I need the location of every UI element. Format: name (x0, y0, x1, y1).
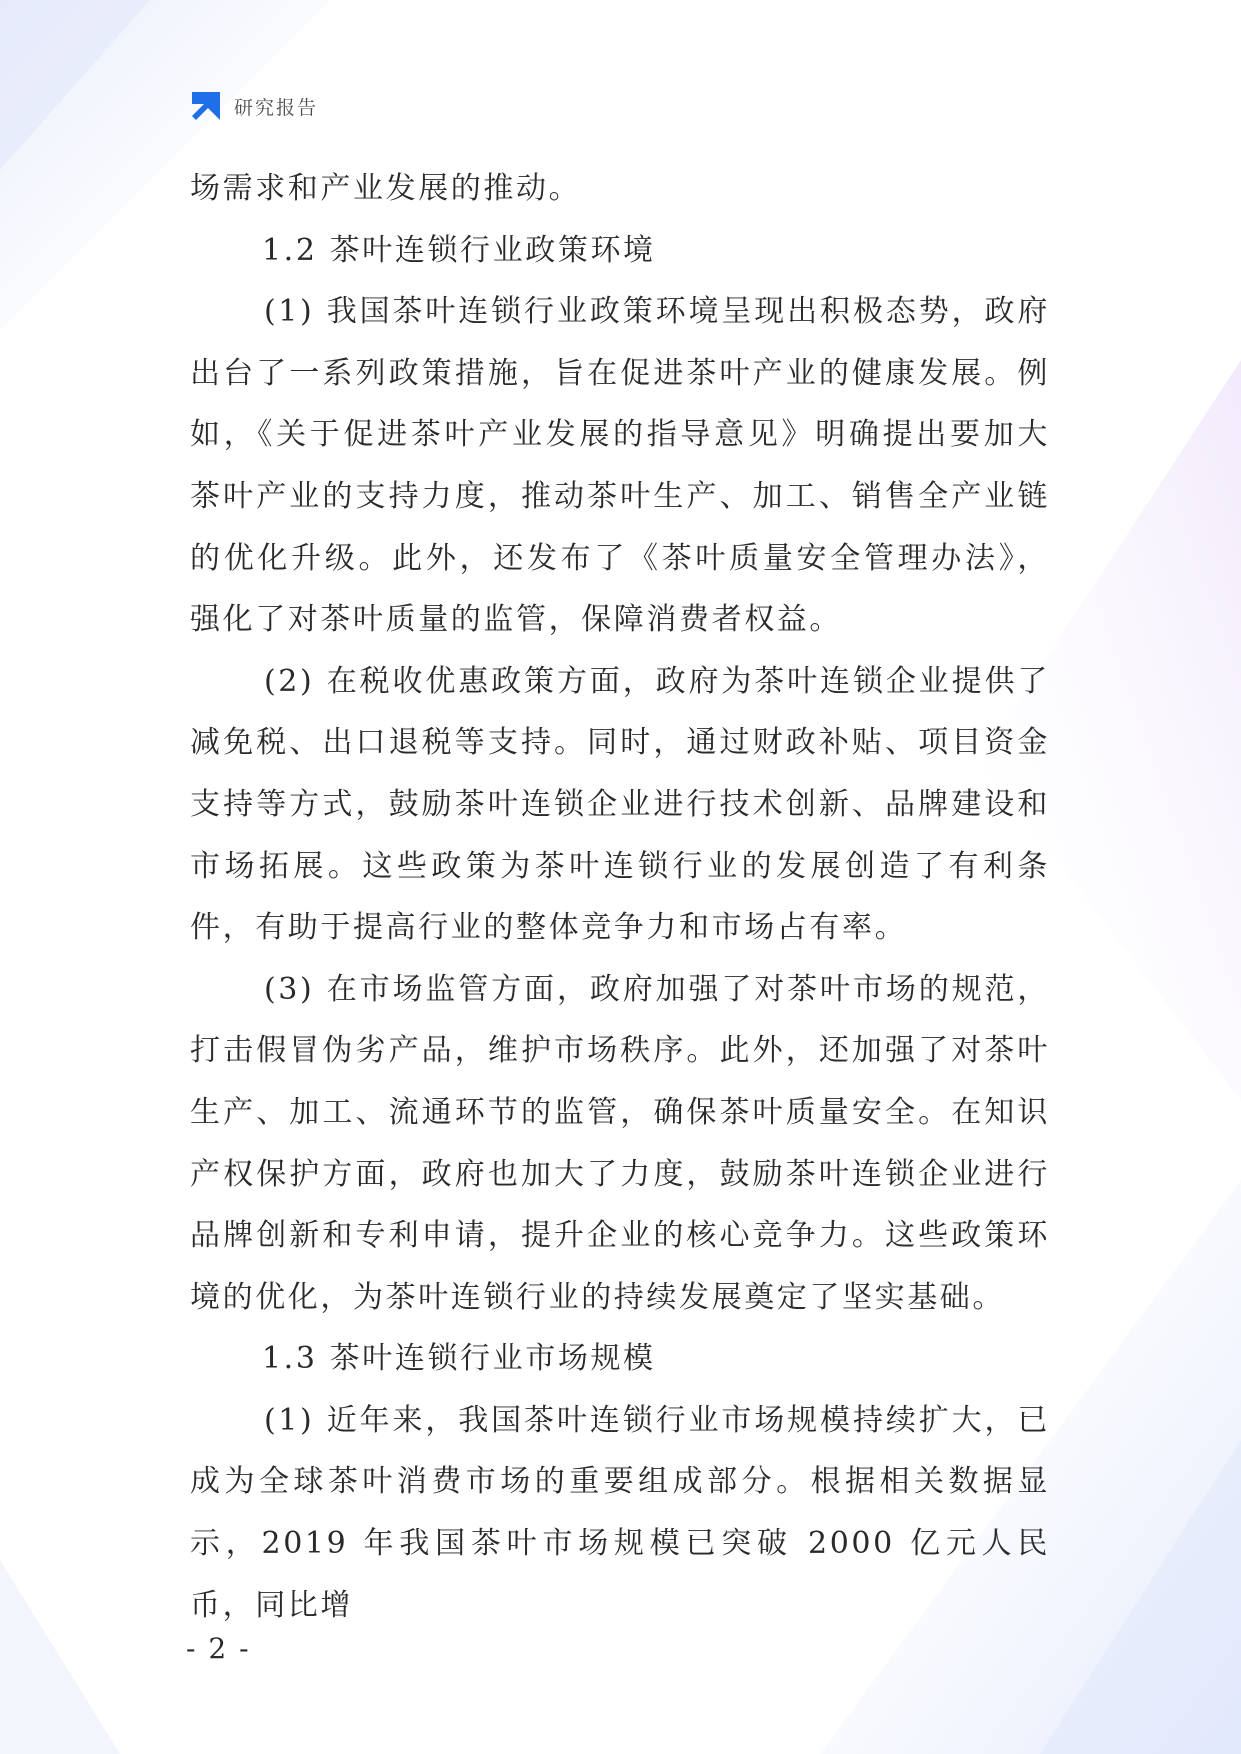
paragraph: (2) 在税收优惠政策方面，政府为茶叶连锁企业提供了减免税、出口退税等支持。同时，通过财政补贴、项目资金支持等方式，鼓励茶叶连锁企业进行技术创新、品牌建设和市场拓展。这些政策为茶叶连锁行业的发展创造了有利条件，有助于提高行业的整体竞争力和市场占有率。 (190, 663, 1050, 946)
section-heading: 1.3 茶叶连锁行业市场规模 (262, 1341, 656, 1377)
section-heading: 1.2 茶叶连锁行业政策环境 (262, 232, 656, 268)
paragraph: 场需求和产业发展的推动。 (190, 171, 582, 206)
header-title: 研究报告 (234, 96, 319, 119)
page-number: - 2 - (186, 1632, 251, 1665)
page-header (190, 88, 318, 124)
paragraph: (1) 近年来，我国茶叶连锁行业市场规模持续扩大，已成为全球茶叶消费市场的重要组成部分。根据相关数据显示，2019 年我国茶叶市场规模已突破 2000 亿元人民币，同比增 (190, 1402, 1050, 1623)
report-body (190, 158, 1050, 1636)
paragraph: (1) 我国茶叶连锁行业政策环境呈现出积极态势，政府出台了一系列政策措施，旨在促进茶叶产业的健康发展。例如，《关于促进茶叶产业发展的指导意见》明确提出要加大茶叶产业的支持力度，推动茶叶生产、加工、销售全产业链的优化升级。此外，还发布了《茶叶质量安全管理办法》，强化了对茶叶质量的监管，保障消费者权益。 (190, 294, 1050, 638)
paragraph: (3) 在市场监管方面，政府加强了对茶叶市场的规范，打击假冒伪劣产品，维护市场秩序。此外，还加强了对茶叶生产、加工、流通环节的监管，确保茶叶质量安全。在知识产权保护方面，政府也加大了力度，鼓励茶叶连锁企业进行品牌创新和专利申请，提升企业的核心竞争力。这些政策环境的优化，为茶叶连锁行业的持续发展奠定了坚实基础。 (190, 971, 1050, 1315)
arrow-logo-icon (190, 90, 222, 122)
